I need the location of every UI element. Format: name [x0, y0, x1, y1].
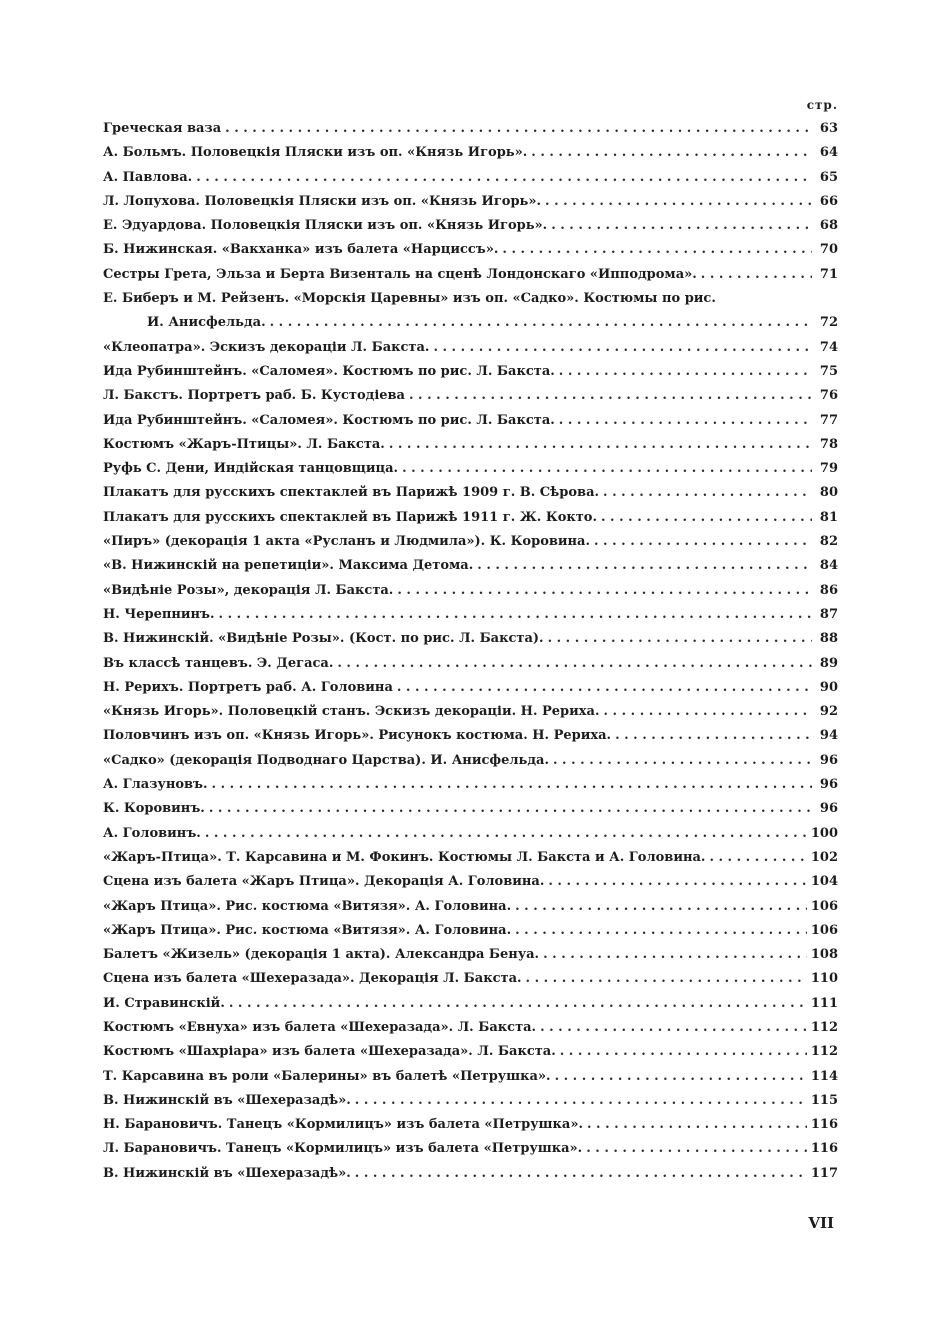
dot-leader [543, 943, 807, 967]
dot-leader [433, 336, 812, 360]
entry-title: Т. Карсавина въ роли «Балерины» въ балетѣ «Петрушка». [103, 1068, 551, 1084]
entry-page-number: 87 [819, 606, 838, 622]
list-item [103, 967, 838, 991]
entry-page-number: 96 [819, 752, 838, 768]
entry-title: «Пиръ» (декорація 1 акта «Русланъ и Людмила»). К. Коровина. [103, 534, 590, 550]
entry-title: Греческая ваза [103, 121, 222, 136]
entry-title: Въ классѣ танцевъ. Э. Дегаса. [103, 655, 334, 671]
list-item [103, 797, 838, 821]
entry-page-number: 106 [810, 898, 838, 914]
dot-leader [601, 506, 812, 530]
list-item [103, 141, 838, 165]
entry-title: В. Нижинскій въ «Шехеразадѣ». [103, 1092, 351, 1108]
list-item [103, 336, 838, 360]
list-item [103, 360, 838, 384]
dot-leader [526, 967, 807, 991]
list-item [103, 214, 838, 238]
entry-page-number: 72 [819, 315, 838, 331]
dot-leader [397, 579, 812, 603]
entry-title: Л. Бакстъ. Портретъ раб. Б. Кустодіева [103, 388, 405, 404]
entry-title: «Садко» (декорація Подводнаго Царства). И. Анисфельда. [103, 752, 549, 768]
entry-page-number: 114 [810, 1068, 838, 1084]
list-item [103, 1089, 838, 1113]
entry-page-number: 100 [810, 825, 838, 841]
entry-page-number: 71 [819, 266, 838, 282]
dot-leader [701, 263, 812, 287]
entry-page-number: 88 [819, 631, 838, 647]
dot-leader [402, 457, 812, 481]
entry-title: «Видѣніе Розы», декорація Л. Бакста. [103, 582, 394, 598]
list-item [103, 1113, 838, 1137]
entry-title: К. Коровинъ. [103, 801, 205, 817]
entry-page-number: 76 [819, 388, 838, 404]
entry-page-number: 111 [810, 995, 838, 1011]
entry-title: Плакатъ для русскихъ спектаклей въ Парижѣ 1911 г. Ж. Кокто. [103, 509, 597, 525]
entry-title: Костюмъ «Жаръ-Птицы». Л. Бакста. [103, 436, 385, 452]
dot-leader [615, 724, 812, 748]
entry-page-number: 79 [819, 461, 838, 477]
list-item [103, 627, 838, 651]
dot-leader [270, 311, 812, 335]
entry-page-number: 115 [810, 1092, 838, 1108]
entry-page-number: 84 [819, 558, 838, 574]
dot-leader [212, 773, 812, 797]
dot-leader [355, 1162, 807, 1186]
list-item [103, 1137, 838, 1161]
dot-leader [709, 846, 806, 870]
list-item [103, 117, 838, 141]
entry-page-number: 89 [819, 655, 838, 671]
entry-title: А. Головинъ. [103, 825, 201, 841]
dot-leader [209, 797, 812, 821]
list-item [103, 846, 838, 870]
entry-title: Руфь С. Дени, Индійская танцовщица. [103, 461, 399, 477]
list-item [103, 652, 838, 676]
list-item [103, 384, 838, 408]
list-item [103, 506, 838, 530]
entry-page-number: 78 [819, 436, 838, 452]
list-item [103, 603, 838, 627]
list-item [103, 481, 838, 505]
dot-leader [587, 1113, 807, 1137]
entry-title: Половчинъ изъ оп. «Князь Игорь». Рисунокъ костюма. Н. Рериха. [103, 728, 612, 744]
list-item [103, 822, 838, 846]
list-item [103, 530, 838, 554]
dot-leader [219, 603, 812, 627]
entry-title: И. Стравинскій. [103, 995, 225, 1011]
entry-title: Плакатъ для русскихъ спектаклей въ Парижѣ 1909 г. В. Сѣрова. [103, 485, 600, 501]
entry-page-number: 64 [819, 145, 838, 161]
entry-title: В. Нижинскій въ «Шехеразадѣ». [103, 1165, 351, 1181]
list-item [103, 579, 838, 603]
list-item [103, 773, 838, 797]
dot-leader [477, 554, 812, 578]
dot-leader [559, 360, 812, 384]
entry-title: В. Нижинскій. «Видѣніе Розы». (Кост. по рис. Л. Бакста). [103, 631, 544, 647]
entry-page-number: 82 [819, 534, 838, 550]
dot-leader [545, 190, 812, 214]
entry-page-number: 116 [810, 1117, 838, 1133]
entry-title-continuation: И. Анисфельда. [147, 315, 266, 331]
entry-page-number: 86 [819, 582, 838, 598]
dot-leader [515, 919, 807, 943]
entry-title: Н. Черепнинъ. [103, 606, 215, 622]
entry-title: Е. Биберъ и М. Рейзенъ. «Морскія Царевны» изъ оп. «Садко». Костюмы по рис. [103, 291, 716, 307]
dot-leader [594, 530, 812, 554]
list-item [103, 943, 838, 967]
dot-leader [229, 992, 807, 1016]
entry-title: Сестры Грета, Эльза и Берта Визенталь на сценѣ Лондонскаго «Ипподрома». [103, 266, 697, 282]
entry-page-number: 70 [819, 242, 838, 258]
entry-page-number: 96 [819, 801, 838, 817]
dot-leader [409, 384, 812, 408]
dot-leader [551, 214, 812, 238]
page-folio-number: VII [808, 1214, 834, 1232]
entry-title: А. Глазуновъ. [103, 777, 208, 793]
dot-leader [586, 1137, 807, 1161]
list-item [103, 919, 838, 943]
entry-page-number: 63 [819, 121, 838, 136]
entry-title: А. Больмъ. Половецкія Пляски изъ оп. «Князь Игорь». [103, 145, 528, 161]
entry-title: Сцена изъ балета «Жаръ Птица». Декорація А. Головина. [103, 874, 545, 890]
entry-page-number: 74 [819, 339, 838, 355]
entry-page-number: 112 [810, 1044, 838, 1060]
entry-title: Костюмъ «Евнуха» изъ балета «Шехеразада». Л. Бакста. [103, 1019, 537, 1035]
entry-page-number: 80 [819, 485, 838, 501]
list-item [103, 238, 838, 262]
entry-title: Б. Нижинская. «Вакханка» изъ балета «Нарциссъ». [103, 242, 499, 258]
dot-leader [337, 652, 812, 676]
dot-leader [603, 700, 812, 724]
list-item [103, 1162, 838, 1186]
illustrations-list [103, 117, 838, 1186]
entry-page-number: 116 [810, 1141, 838, 1157]
entry-title: Ида Рубинштейнъ. «Саломея». Костюмъ по рис. Л. Бакста. [103, 363, 555, 379]
entry-page-number: 75 [819, 363, 838, 379]
dot-leader [531, 141, 812, 165]
list-item [103, 724, 838, 748]
dot-leader [548, 627, 812, 651]
list-item [103, 895, 838, 919]
list-item [103, 1040, 838, 1064]
list-item [103, 1065, 838, 1089]
list-item [103, 992, 838, 1016]
list-item [103, 190, 838, 214]
dot-leader [560, 1040, 807, 1064]
entry-page-number: 90 [819, 679, 838, 695]
entry-title: «В. Нижинскій на репетиціи». Максима Детома. [103, 558, 474, 574]
entry-page-number: 77 [819, 412, 838, 428]
entry-title: Сцена изъ балета «Шехеразада». Декорація Л. Бакста. [103, 971, 522, 987]
page-column-header: стр. [806, 98, 838, 112]
list-item [103, 676, 838, 700]
list-item [103, 263, 838, 287]
dot-leader [205, 822, 807, 846]
list-item [103, 287, 838, 336]
entry-title: Е. Эдуардова. Половецкія Пляски изъ оп. «Князь Игорь». [103, 218, 548, 234]
entry-page-number: 108 [810, 947, 838, 963]
entry-title: Л. Барановичъ. Танецъ «Кормилицъ» изъ балета «Петрушка». [103, 1141, 583, 1157]
entry-title: «Князь Игорь». Половецкій станъ. Эскизъ декораціи. Н. Рериха. [103, 704, 600, 720]
entry-page-number: 68 [819, 218, 838, 234]
list-item [103, 166, 838, 190]
entry-title: Костюмъ «Шахріара» изъ балета «Шехеразада». Л. Бакста. [103, 1044, 556, 1060]
list-item [103, 700, 838, 724]
entry-title: «Жаръ-Птица». Т. Карсавина и М. Фокинъ. Костюмы Л. Бакста и А. Головина. [103, 849, 706, 865]
entry-title: Н. Барановичъ. Танецъ «Кормилицъ» изъ балета «Петрушка». [103, 1117, 583, 1133]
list-item [103, 749, 838, 773]
dot-leader [355, 1089, 807, 1113]
entry-page-number: 112 [810, 1019, 838, 1035]
entry-page-number: 65 [819, 169, 838, 185]
list-item [103, 1016, 838, 1040]
dot-leader [225, 117, 812, 141]
entry-title: А. Павлова. [103, 169, 193, 185]
dot-leader [603, 481, 812, 505]
entry-page-number: 81 [819, 509, 838, 525]
entry-title: «Клеопатра». Эскизъ декораціи Л. Бакста. [103, 339, 430, 355]
list-item [103, 433, 838, 457]
entry-title: Ида Рубинштейнъ. «Саломея». Костюмъ по рис. Л. Бакста. [103, 412, 555, 428]
dot-leader [548, 870, 806, 894]
dot-leader [555, 1065, 807, 1089]
entry-title: Балетъ «Жизель» (декорація 1 акта). Александра Бенуа. [103, 947, 540, 963]
dot-leader [397, 676, 812, 700]
list-item [103, 457, 838, 481]
entry-title: «Жаръ Птица». Рис. костюма «Витязя». А. Головина. [103, 898, 512, 914]
list-item [103, 409, 838, 433]
dot-leader [540, 1016, 807, 1040]
entry-page-number: 102 [810, 849, 838, 865]
entry-page-number: 106 [810, 922, 838, 938]
entry-page-number: 96 [819, 777, 838, 793]
list-item [103, 554, 838, 578]
entry-title: Н. Рерихъ. Портретъ раб. А. Головина [103, 679, 393, 695]
dot-leader [196, 166, 812, 190]
dot-leader [553, 749, 812, 773]
dot-leader [389, 433, 812, 457]
entry-page-number: 104 [810, 874, 838, 890]
entry-page-number: 110 [810, 971, 838, 987]
entry-title: Л. Лопухова. Половецкія Пляски изъ оп. «Князь Игорь». [103, 193, 542, 209]
entry-page-number: 66 [819, 193, 838, 209]
dot-leader [502, 238, 812, 262]
dot-leader [515, 895, 807, 919]
entry-title: «Жаръ Птица». Рис. костюма «Витязя». А. Головина. [103, 922, 512, 938]
list-item [103, 870, 838, 894]
dot-leader [559, 409, 812, 433]
entry-page-number: 94 [819, 728, 838, 744]
entry-page-number: 117 [810, 1165, 838, 1181]
entry-page-number: 92 [819, 704, 838, 720]
